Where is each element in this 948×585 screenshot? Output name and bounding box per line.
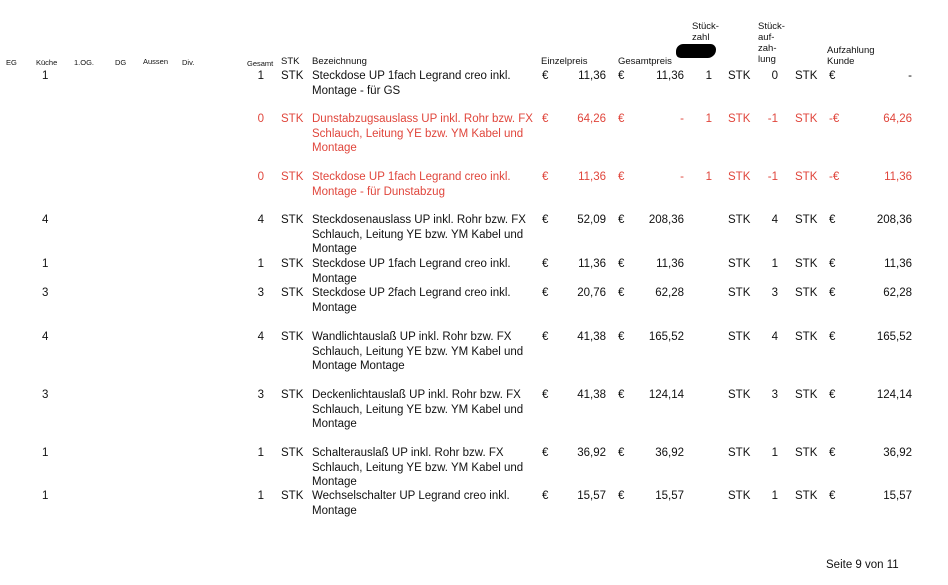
cell-gesamt: 1 bbox=[257, 70, 264, 82]
cell-kueche: 4 bbox=[42, 331, 49, 343]
cell-aufzahlung-kunde: - bbox=[908, 70, 912, 82]
cell-unit: STK bbox=[281, 258, 304, 270]
cell-gesamtpreis: 165,52 bbox=[648, 331, 684, 343]
cell-stueckaufzahlung: -1 bbox=[767, 113, 778, 125]
cell-gesamtpreis-currency: € bbox=[618, 214, 625, 226]
cell-einzelpreis: 11,36 bbox=[578, 171, 606, 183]
cell-aufzahlung-currency: € bbox=[829, 389, 836, 401]
cell-stueckzahl-unit: STK bbox=[728, 171, 751, 183]
cell-gesamtpreis: - bbox=[680, 171, 684, 183]
cell-einzelpreis-currency: € bbox=[542, 70, 549, 82]
cell-gesamtpreis: 62,28 bbox=[655, 287, 684, 299]
cell-aufzahlung-currency: -€ bbox=[829, 113, 840, 125]
col-header-dg: DG bbox=[115, 58, 127, 67]
col-header-eg: EG bbox=[6, 58, 17, 67]
cell-gesamtpreis: 36,92 bbox=[655, 447, 684, 459]
cell-aufzahlung-kunde: 11,36 bbox=[884, 171, 912, 183]
cell-einzelpreis: 11,36 bbox=[578, 258, 606, 270]
cell-unit: STK bbox=[281, 113, 304, 125]
cell-bezeichnung: Wandlichtauslaß UP inkl. Rohr bzw. FX Schlauch, Leitung YE bzw. YM Kabel und Montage Montage bbox=[312, 331, 524, 372]
cell-gesamt: 4 bbox=[257, 331, 264, 343]
cell-einzelpreis: 64,26 bbox=[577, 113, 606, 125]
cell-gesamtpreis: 11,36 bbox=[656, 70, 684, 82]
col-header-gesamtpreis: Gesamtpreis bbox=[618, 56, 672, 67]
cell-gesamt: 0 bbox=[257, 113, 264, 125]
cell-aufzahlung-kunde: 62,28 bbox=[883, 287, 912, 299]
cell-stueckaufzahlung: 4 bbox=[771, 331, 778, 343]
cell-bezeichnung: Steckdose UP 1fach Legrand creo inkl. Montage - für GS bbox=[312, 70, 511, 97]
cell-gesamtpreis-currency: € bbox=[618, 331, 625, 343]
col-header-bezeichnung: Bezeichnung bbox=[312, 56, 367, 67]
cell-stueckaufzahlung-unit: STK bbox=[795, 70, 818, 82]
cell-einzelpreis-currency: € bbox=[542, 171, 549, 183]
cell-aufzahlung-currency: -€ bbox=[829, 171, 840, 183]
cell-kueche: 4 bbox=[42, 214, 49, 226]
cell-stueckaufzahlung: 1 bbox=[771, 258, 778, 270]
cell-einzelpreis: 11,36 bbox=[578, 70, 606, 82]
cell-gesamtpreis-currency: € bbox=[618, 258, 625, 270]
cell-kueche: 3 bbox=[42, 389, 49, 401]
cell-einzelpreis-currency: € bbox=[542, 287, 549, 299]
redaction-mark bbox=[676, 44, 716, 58]
cell-unit: STK bbox=[281, 447, 304, 459]
cell-stueckaufzahlung-unit: STK bbox=[795, 171, 818, 183]
cell-kueche: 1 bbox=[42, 490, 49, 502]
cell-stueckzahl-unit: STK bbox=[728, 389, 751, 401]
cell-stueckzahl-unit: STK bbox=[728, 287, 751, 299]
cell-stueckzahl-unit: STK bbox=[728, 70, 751, 82]
col-header-stueckaufzahlung: Stück- auf- zah- lung bbox=[758, 21, 785, 65]
cell-gesamt: 1 bbox=[257, 447, 264, 459]
cell-bezeichnung: Deckenlichtauslaß UP inkl. Rohr bzw. FX Schlauch, Leitung YE bzw. YM Kabel und Montage bbox=[312, 389, 524, 430]
cell-gesamtpreis-currency: € bbox=[618, 113, 625, 125]
cell-bezeichnung: Steckdosenauslass UP inkl. Rohr bzw. FX Schlauch, Leitung YE bzw. YM Kabel und Montage bbox=[312, 214, 526, 255]
col-header-aufzahlung-kunde: Aufzahlung Kunde bbox=[827, 45, 875, 67]
cell-gesamtpreis: 11,36 bbox=[656, 258, 684, 270]
cell-einzelpreis-currency: € bbox=[542, 113, 549, 125]
cell-stueckaufzahlung: 1 bbox=[771, 490, 778, 502]
cell-unit: STK bbox=[281, 331, 304, 343]
cell-gesamtpreis: 208,36 bbox=[648, 214, 684, 226]
cell-stueckzahl-unit: STK bbox=[728, 447, 751, 459]
cell-kueche: 1 bbox=[42, 70, 49, 82]
cell-aufzahlung-currency: € bbox=[829, 287, 836, 299]
cell-einzelpreis-currency: € bbox=[542, 490, 549, 502]
cell-stueckaufzahlung-unit: STK bbox=[795, 389, 818, 401]
cell-stueckzahl: 1 bbox=[705, 113, 712, 125]
cell-aufzahlung-kunde: 165,52 bbox=[876, 331, 912, 343]
cell-gesamtpreis: 124,14 bbox=[648, 389, 684, 401]
col-header-gesamt: Gesamt bbox=[247, 59, 274, 68]
cell-stueckaufzahlung: 1 bbox=[771, 447, 778, 459]
cell-gesamtpreis-currency: € bbox=[618, 171, 625, 183]
cell-stueckzahl-unit: STK bbox=[728, 258, 751, 270]
cell-unit: STK bbox=[281, 287, 304, 299]
cell-unit: STK bbox=[281, 389, 304, 401]
cell-unit: STK bbox=[281, 70, 304, 82]
cell-stueckzahl-unit: STK bbox=[728, 113, 751, 125]
cell-aufzahlung-kunde: 208,36 bbox=[876, 214, 912, 226]
cell-aufzahlung-currency: € bbox=[829, 490, 836, 502]
cell-einzelpreis: 52,09 bbox=[577, 214, 606, 226]
cell-gesamtpreis-currency: € bbox=[618, 447, 625, 459]
cell-einzelpreis-currency: € bbox=[542, 331, 549, 343]
col-header-kueche: Küche bbox=[36, 58, 58, 67]
cell-gesamt: 1 bbox=[257, 490, 264, 502]
cell-stueckzahl: 1 bbox=[705, 171, 712, 183]
cell-gesamtpreis-currency: € bbox=[618, 287, 625, 299]
cell-bezeichnung: Steckdose UP 1fach Legrand creo inkl. Montage bbox=[312, 258, 511, 285]
col-header-og1: 1.OG. bbox=[74, 58, 95, 67]
cell-stueckaufzahlung: 3 bbox=[771, 287, 778, 299]
cell-einzelpreis-currency: € bbox=[542, 258, 549, 270]
cell-gesamt: 3 bbox=[257, 287, 264, 299]
cell-gesamtpreis: 15,57 bbox=[655, 490, 684, 502]
cell-einzelpreis: 20,76 bbox=[577, 287, 606, 299]
cell-stueckzahl-unit: STK bbox=[728, 331, 751, 343]
cell-gesamtpreis: - bbox=[680, 113, 684, 125]
cell-stueckzahl: 1 bbox=[705, 70, 712, 82]
cell-aufzahlung-kunde: 124,14 bbox=[876, 389, 912, 401]
cell-stueckaufzahlung-unit: STK bbox=[795, 287, 818, 299]
col-header-stk: STK bbox=[281, 56, 300, 67]
cell-stueckaufzahlung: 0 bbox=[771, 70, 778, 82]
cell-einzelpreis: 41,38 bbox=[577, 331, 606, 343]
cell-unit: STK bbox=[281, 214, 304, 226]
cell-aufzahlung-currency: € bbox=[829, 331, 836, 343]
col-header-einzelpreis: Einzelpreis bbox=[541, 56, 588, 67]
cell-aufzahlung-kunde: 36,92 bbox=[883, 447, 912, 459]
cell-einzelpreis-currency: € bbox=[542, 214, 549, 226]
cell-aufzahlung-kunde: 15,57 bbox=[883, 490, 912, 502]
cell-bezeichnung: Steckdose UP 2fach Legrand creo inkl. Montage bbox=[312, 287, 511, 314]
cell-stueckaufzahlung-unit: STK bbox=[795, 113, 818, 125]
cell-gesamt: 1 bbox=[257, 258, 264, 270]
cell-gesamtpreis-currency: € bbox=[618, 70, 625, 82]
cell-stueckaufzahlung-unit: STK bbox=[795, 331, 818, 343]
cell-stueckaufzahlung: 3 bbox=[771, 389, 778, 401]
cell-aufzahlung-currency: € bbox=[829, 70, 836, 82]
cell-stueckzahl-unit: STK bbox=[728, 214, 751, 226]
cell-gesamtpreis-currency: € bbox=[618, 490, 625, 502]
cell-bezeichnung: Schalterauslaß UP inkl. Rohr bzw. FX Schlauch, Leitung YE bzw. YM Kabel und Montage bbox=[312, 447, 524, 488]
cell-stueckzahl-unit: STK bbox=[728, 490, 751, 502]
cell-aufzahlung-kunde: 64,26 bbox=[883, 113, 912, 125]
cell-bezeichnung: Steckdose UP 1fach Legrand creo inkl. Montage - für Dunstabzug bbox=[312, 171, 511, 198]
cell-einzelpreis: 41,38 bbox=[577, 389, 606, 401]
cell-gesamtpreis-currency: € bbox=[618, 389, 625, 401]
cell-gesamt: 4 bbox=[257, 214, 264, 226]
cell-kueche: 3 bbox=[42, 287, 49, 299]
cell-stueckaufzahlung-unit: STK bbox=[795, 214, 818, 226]
cell-aufzahlung-kunde: 11,36 bbox=[884, 258, 912, 270]
cell-kueche: 1 bbox=[42, 447, 49, 459]
cell-stueckaufzahlung: 4 bbox=[771, 214, 778, 226]
cell-einzelpreis: 15,57 bbox=[577, 490, 606, 502]
cell-stueckaufzahlung-unit: STK bbox=[795, 447, 818, 459]
cell-stueckaufzahlung-unit: STK bbox=[795, 258, 818, 270]
cell-unit: STK bbox=[281, 171, 304, 183]
page-number: Seite 9 von 11 bbox=[826, 559, 899, 571]
cell-aufzahlung-currency: € bbox=[829, 214, 836, 226]
col-header-div: Div. bbox=[182, 58, 195, 67]
cell-aufzahlung-currency: € bbox=[829, 447, 836, 459]
cell-stueckaufzahlung: -1 bbox=[767, 171, 778, 183]
cell-kueche: 1 bbox=[42, 258, 49, 270]
cell-gesamt: 3 bbox=[257, 389, 264, 401]
cell-unit: STK bbox=[281, 490, 304, 502]
cell-einzelpreis: 36,92 bbox=[577, 447, 606, 459]
cell-einzelpreis-currency: € bbox=[542, 447, 549, 459]
cell-bezeichnung: Wechselschalter UP Legrand creo inkl. Montage bbox=[312, 490, 510, 517]
col-header-stueckzahl: Stück- zahl bbox=[692, 21, 719, 43]
cell-bezeichnung: Dunstabzugsauslass UP inkl. Rohr bzw. FX Schlauch, Leitung YE bzw. YM Kabel und Montage bbox=[312, 113, 533, 154]
cell-aufzahlung-currency: € bbox=[829, 258, 836, 270]
col-header-aussen: Aussen bbox=[143, 57, 169, 66]
cell-einzelpreis-currency: € bbox=[542, 389, 549, 401]
cell-stueckaufzahlung-unit: STK bbox=[795, 490, 818, 502]
cell-gesamt: 0 bbox=[257, 171, 264, 183]
